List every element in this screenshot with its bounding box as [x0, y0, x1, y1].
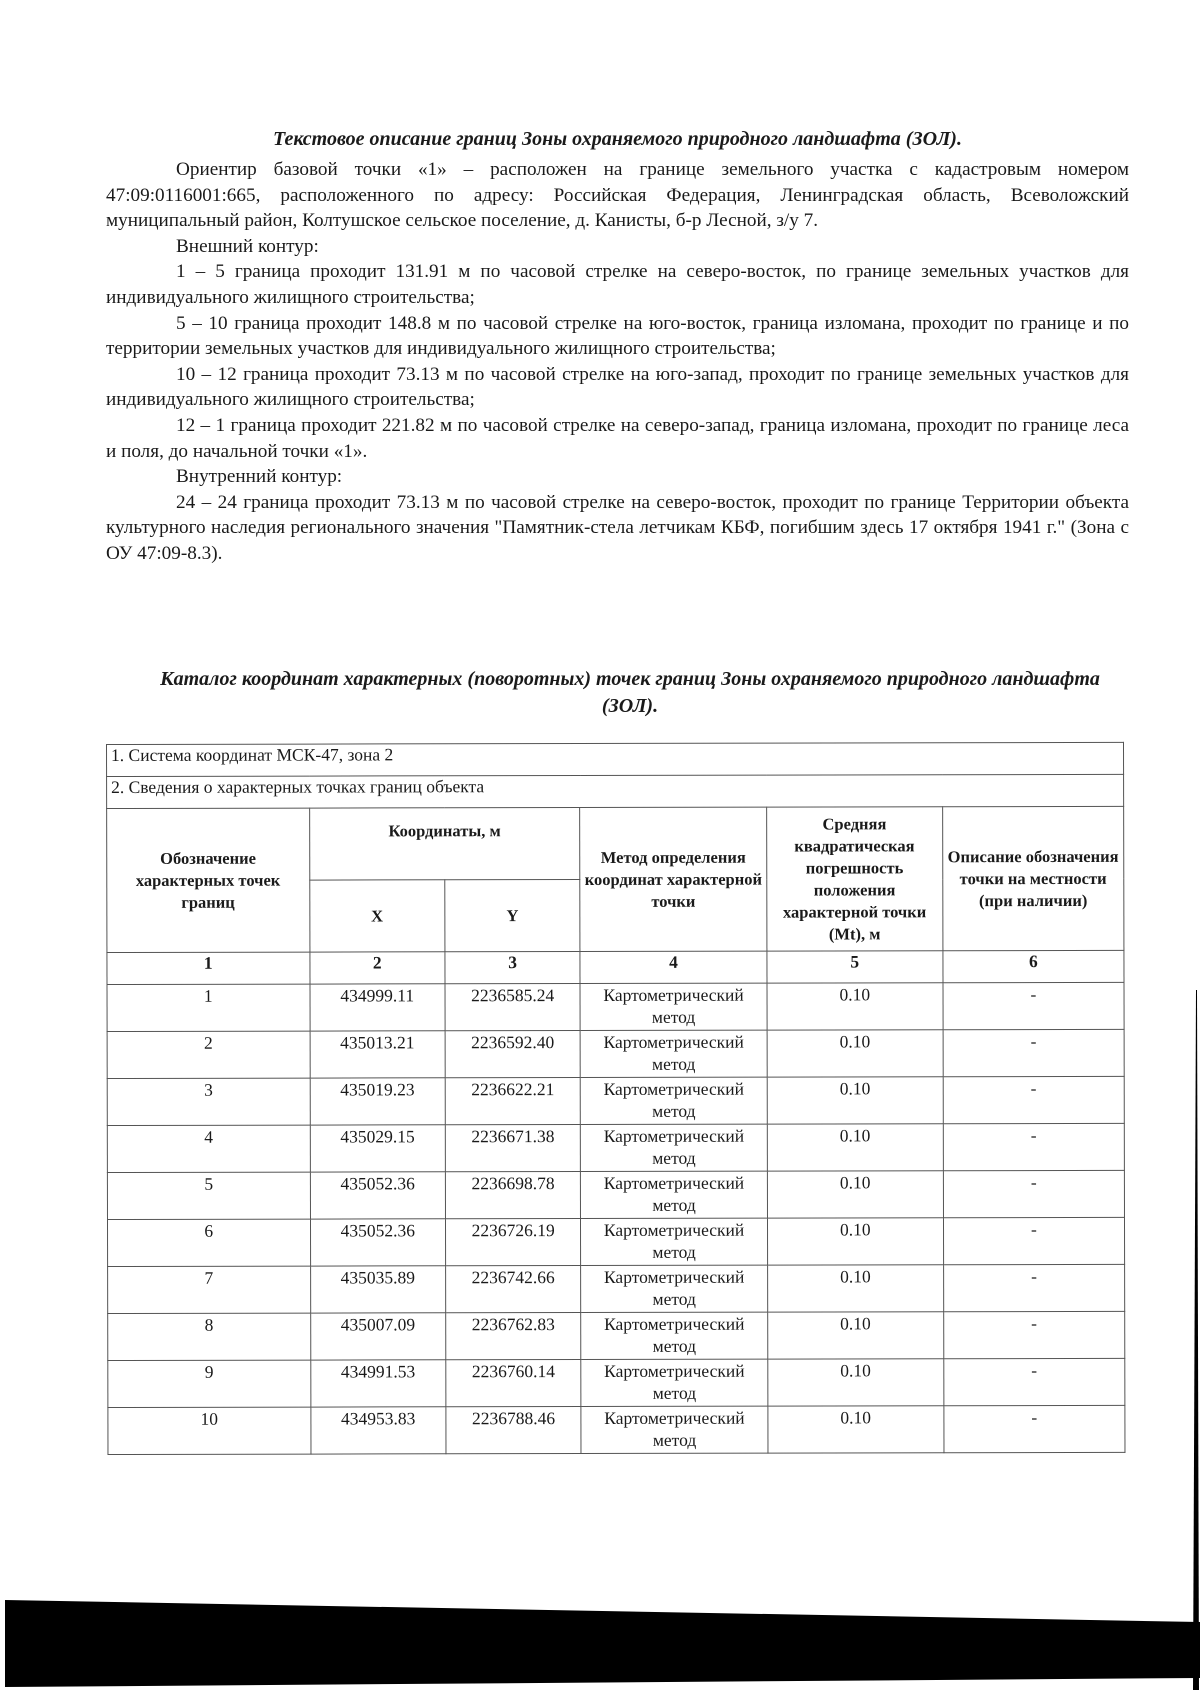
paragraph-segment-1-5: 1 – 5 граница проходит 131.91 м по часовой стрелке на северо-восток, по границе земельных участков для индивидуального жилищного строительства; [106, 261, 1129, 308]
header-x: X [309, 880, 445, 952]
coord-x: 435019.23 [310, 1078, 445, 1125]
method: Картометрический метод [580, 983, 767, 1030]
coord-x: 435029.15 [310, 1125, 445, 1172]
column-numbers-row [107, 950, 1124, 984]
points-info-label: 2. Сведения о характерных точках границ объекта [107, 774, 1124, 808]
coord-y: 2236592.40 [445, 1031, 580, 1078]
error: 0.10 [767, 1077, 943, 1124]
column-number: 5 [767, 951, 943, 983]
header-y: Y [445, 880, 581, 952]
header-error: Средняя квадратическая погрешность положения характерной точки (Mt), м [766, 807, 942, 951]
method: Картометрический метод [581, 1359, 768, 1406]
scan-bottom-black-band [5, 1600, 1200, 1687]
method: Картометрический метод [581, 1218, 768, 1265]
point-id: 1 [107, 984, 310, 1031]
table-row [108, 1358, 1125, 1407]
error: 0.10 [768, 1406, 944, 1453]
point-id: 10 [108, 1407, 311, 1454]
error: 0.10 [767, 1030, 943, 1077]
paragraph-segment-5-10: 5 – 10 граница проходит 148.8 м по часовой стрелке на юго-восток, граница изломана, проходит по границе и по территории земельных участков для индивидуального жилищного строительства; [106, 312, 1129, 360]
paragraph-inner-contour-heading: Внутренний контур: [176, 466, 343, 488]
coord-y: 2236671.38 [445, 1125, 580, 1172]
header-row-1 [107, 806, 1124, 880]
scan-edge-shadow [1190, 990, 1200, 1690]
error: 0.10 [767, 1124, 943, 1171]
coord-x: 434999.11 [310, 984, 445, 1031]
boundary-description [106, 157, 1129, 567]
document-title: Текстовое описание границ Зоны охраняемого природного ландшафта (ЗОЛ). [273, 128, 962, 150]
column-number: 3 [445, 952, 580, 984]
coord-x: 434953.83 [310, 1407, 445, 1454]
paragraph-segment-24-24: 24 – 24 граница проходит 73.13 м по часовой стрелке на северо-восток, проходит по границе Территории объекта культурного наследия регионального значения "Памятник-стела летчикам КБФ, погибшим здесь 17 октября 1941 г." (Зона с ОУ 47:09-8.3). [106, 491, 1129, 564]
catalog-title: Каталог координат характерных (поворотных) точек границ Зоны охраняемого природного ландшафта (ЗОЛ). [160, 668, 1100, 717]
description: - [943, 1170, 1124, 1217]
point-id: 2 [107, 1031, 310, 1078]
method: Картометрический метод [581, 1265, 768, 1312]
coord-x: 435052.36 [310, 1219, 445, 1266]
point-id: 9 [108, 1360, 311, 1407]
coord-y: 2236726.19 [445, 1219, 580, 1266]
paragraph-outer-contour-heading: Внешний контур: [176, 235, 319, 257]
paragraph-segment-10-12: 10 – 12 граница проходит 73.13 м по часовой стрелке на юго-запад, проходит по границе земельных участков для индивидуального жилищного строительства; [106, 363, 1129, 411]
coord-x: 435035.89 [310, 1266, 445, 1313]
description: - [943, 982, 1124, 1029]
coord-y: 2236698.78 [445, 1172, 580, 1219]
table-row [107, 1217, 1124, 1266]
table-row [108, 1405, 1125, 1454]
coord-y: 2236742.66 [445, 1266, 580, 1313]
coord-y: 2236585.24 [445, 984, 580, 1031]
header-method: Метод определения координат характерной точки [580, 807, 767, 951]
table-row [108, 1264, 1125, 1313]
description: - [944, 1405, 1125, 1452]
coordinates-table [106, 742, 1125, 1455]
coord-x: 435007.09 [310, 1313, 445, 1360]
point-id: 3 [107, 1078, 310, 1125]
description: - [943, 1076, 1124, 1123]
point-id: 8 [108, 1313, 311, 1360]
error: 0.10 [767, 1265, 943, 1312]
table-row [108, 1311, 1125, 1360]
header-point: Обозначение характерных точек границ [107, 808, 310, 952]
coord-x: 434991.53 [310, 1360, 445, 1407]
coord-y: 2236760.14 [446, 1360, 581, 1407]
method: Картометрический метод [581, 1312, 768, 1359]
table-row [107, 1123, 1124, 1172]
column-number: 2 [309, 952, 444, 984]
coord-y: 2236762.83 [446, 1313, 581, 1360]
table-row [107, 1076, 1124, 1125]
method: Картометрический метод [580, 1030, 767, 1077]
table-row [107, 982, 1124, 1031]
error: 0.10 [767, 1218, 943, 1265]
header-coords: Координаты, м [309, 808, 580, 881]
column-number: 1 [107, 952, 310, 984]
method: Картометрический метод [581, 1171, 768, 1218]
description: - [943, 1264, 1124, 1311]
error: 0.10 [768, 1359, 944, 1406]
coord-y: 2236622.21 [445, 1078, 580, 1125]
description: - [943, 1311, 1124, 1358]
paragraph-base-point: Ориентир базовой точки «1» – расположен на границе земельного участка с кадастровым номером 47:09:0116001:665, расположенного по адресу: Российская Федерация, Ленинградская область, Всеволожский муниципальный район, Колтушское сельское поселение, д. Канисты, б-р Лесной, з/у 7. [106, 159, 1129, 232]
description: - [943, 1029, 1124, 1076]
error: 0.10 [767, 1171, 943, 1218]
paragraph-segment-12-1: 12 – 1 граница проходит 221.82 м по часовой стрелке на северо-запад, граница изломана, проходит по границе леса и поля, до начальной точки «1». [106, 414, 1129, 462]
point-id: 5 [107, 1172, 310, 1219]
method: Картометрический метод [581, 1124, 768, 1171]
description: - [943, 1358, 1124, 1405]
method: Картометрический метод [581, 1406, 768, 1453]
point-id: 4 [107, 1125, 310, 1172]
column-number: 6 [943, 950, 1124, 982]
coord-x: 435013.21 [310, 1031, 445, 1078]
description: - [943, 1123, 1124, 1170]
method: Картометрический метод [580, 1077, 767, 1124]
description: - [943, 1217, 1124, 1264]
error: 0.10 [768, 1312, 944, 1359]
table-row [107, 1029, 1124, 1078]
info-row-points-info [107, 774, 1124, 808]
point-id: 7 [108, 1266, 311, 1313]
column-number: 4 [580, 951, 767, 983]
coord-x: 435052.36 [310, 1172, 445, 1219]
point-id: 6 [107, 1219, 310, 1266]
info-row-coordinate-system [107, 742, 1124, 776]
error: 0.10 [767, 983, 943, 1030]
header-description: Описание обозначения точки на местности (при наличии) [942, 806, 1124, 950]
coord-y: 2236788.46 [446, 1407, 581, 1454]
coordinate-system-label: 1. Система координат МСК-47, зона 2 [107, 742, 1124, 776]
table-row [107, 1170, 1124, 1219]
